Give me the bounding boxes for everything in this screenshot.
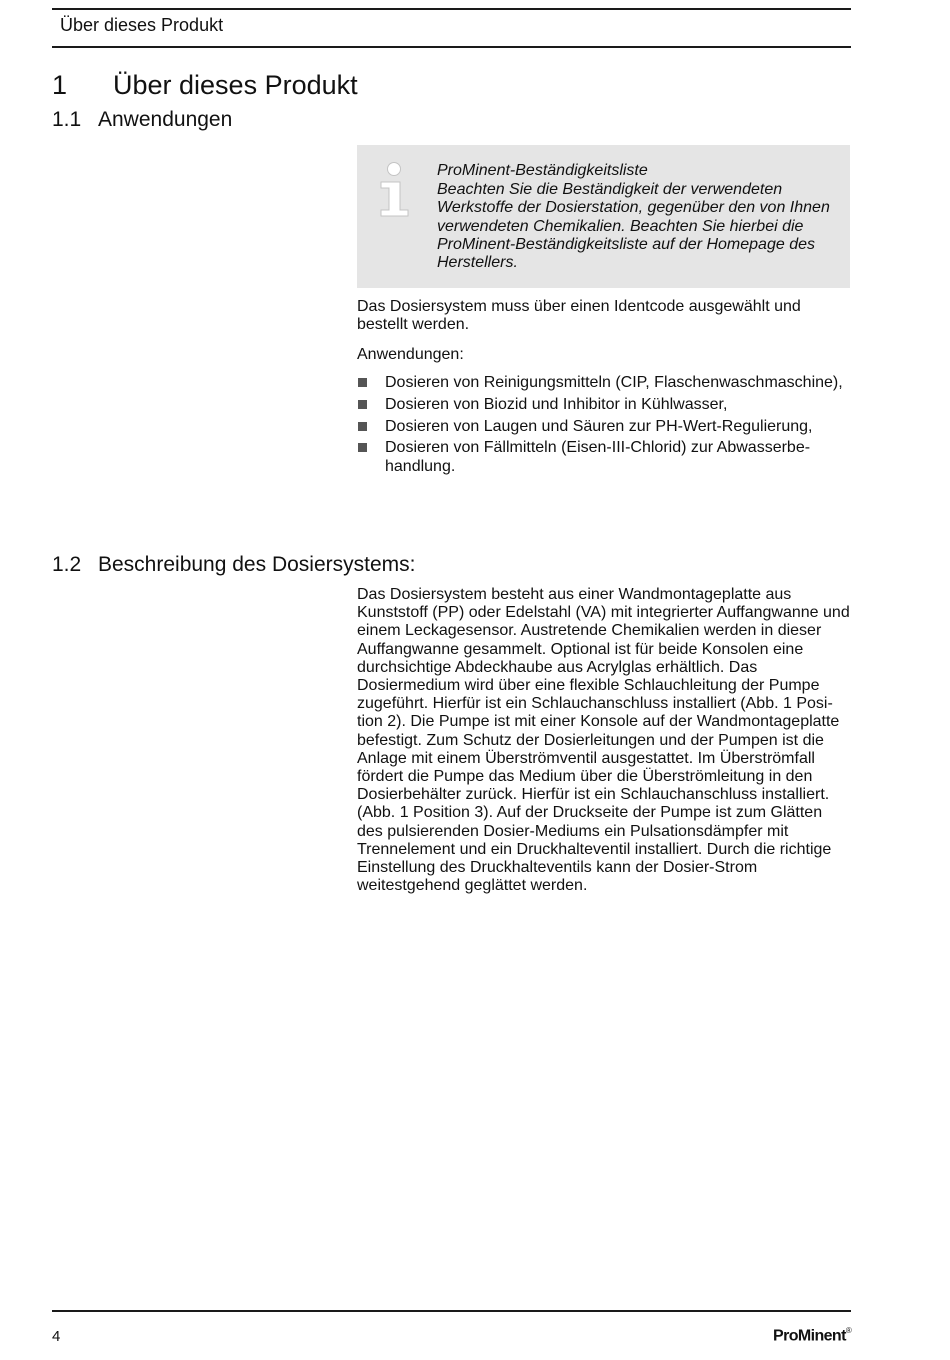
intro-paragraph: Das Dosiersystem muss über einen Identcode ausgewählt und bestellt werden. bbox=[357, 298, 801, 334]
section-heading-beschreibung bbox=[52, 553, 415, 577]
square-bullet-icon bbox=[358, 400, 367, 409]
info-body: Beachten Sie die Beständigkeit der verwendeten Werkstoffe der Dosierstation, gegenüber den von Ihnen verwendeten Chemikalien. Beachten Sie hierbei die ProMinent-Beständigkeitsliste auf der Homepage des Herstellers. bbox=[437, 181, 830, 272]
footer-rule bbox=[52, 1310, 851, 1312]
section-number: 1.2 bbox=[52, 553, 82, 576]
list-label: Anwendungen: bbox=[357, 346, 464, 363]
square-bullet-icon bbox=[358, 443, 367, 452]
info-text bbox=[437, 162, 837, 272]
list-item bbox=[357, 439, 851, 475]
registered-mark: ® bbox=[845, 1326, 852, 1335]
list-item-text: Dosieren von Reinigungsmitteln (CIP, Flaschenwaschmaschine), bbox=[385, 374, 843, 391]
brand-logo bbox=[773, 1327, 851, 1345]
chapter-heading bbox=[52, 70, 358, 101]
info-icon bbox=[377, 162, 411, 218]
list-item bbox=[357, 418, 851, 436]
list-item-text: Dosieren von Biozid und Inhibitor in Kühlwasser, bbox=[385, 395, 728, 413]
brand-name: ProMinent bbox=[773, 1327, 846, 1345]
info-box bbox=[357, 145, 850, 288]
chapter-title: Über dieses Produkt bbox=[113, 70, 358, 100]
info-title: ProMinent-Beständigkeitsliste bbox=[437, 162, 648, 179]
section-title: Beschreibung des Dosiersystems: bbox=[98, 553, 416, 576]
list-item bbox=[357, 374, 851, 392]
square-bullet-icon bbox=[358, 422, 367, 431]
section-heading-anwendungen bbox=[52, 108, 232, 132]
square-bullet-icon bbox=[358, 378, 367, 387]
list-item-text: Dosieren von Laugen und Säuren zur PH-Wert-Regulierung, bbox=[385, 417, 813, 435]
page-number: 4 bbox=[52, 1328, 61, 1345]
running-header: Über dieses Produkt bbox=[60, 15, 224, 35]
list-item bbox=[357, 396, 851, 414]
header-bottom-rule bbox=[52, 46, 851, 48]
chapter-number: 1 bbox=[52, 70, 68, 100]
description-paragraph: Das Dosiersystem besteht aus einer Wandmontageplatte aus Kunststoff (PP) oder Edelstahl (VA) mit integrierter Auffangwanne und einem Leckagesensor. Austretende Chemikalien werden in dieser Auffangwanne gesammelt. Optional ist für beide Konsolen eine durchsichtige Abdeckhaube aus Acrylglas erhältlich. Das Dosiermedium wird über eine flexible Schlauchleitung der Pumpe zugeführt. Hierfür ist ein Schlauchanschluss installiert (Abb. 1 Position 2). Die Pumpe ist mit einer Konsole auf der Wandmontageplatte befestigt. Zum Schutz der Dosierleitungen und der Pumpen ist die Anlage mit einem Überströmventil ausgestattet. Im Überströmfall fördert die Pumpe das Medium über die Überströmleitung in den Dosierbehälter zurück. Hierfür ist ein Schlauchanschluss installiert. (Abb. 1 Position 3). Auf der Druckseite der Pumpe ist zum Glätten des pulsierenden Dosier-Mediums ein Pulsationsdämpfer mit Trennelement und ein Druckhalteventil installiert. Durch die richtige Einstellung des Druckhalteventils kann der Dosier-Strom weitestgehend geglättet werden. bbox=[357, 586, 850, 895]
applications-list bbox=[357, 374, 851, 479]
header-top-rule bbox=[52, 8, 851, 10]
section-number: 1.1 bbox=[52, 108, 82, 131]
list-item-text: Dosieren von Fällmitteln (Eisen-III-Chlorid) zur Abwasserbehandlung. bbox=[385, 439, 811, 475]
section-title: Anwendungen bbox=[98, 108, 233, 131]
